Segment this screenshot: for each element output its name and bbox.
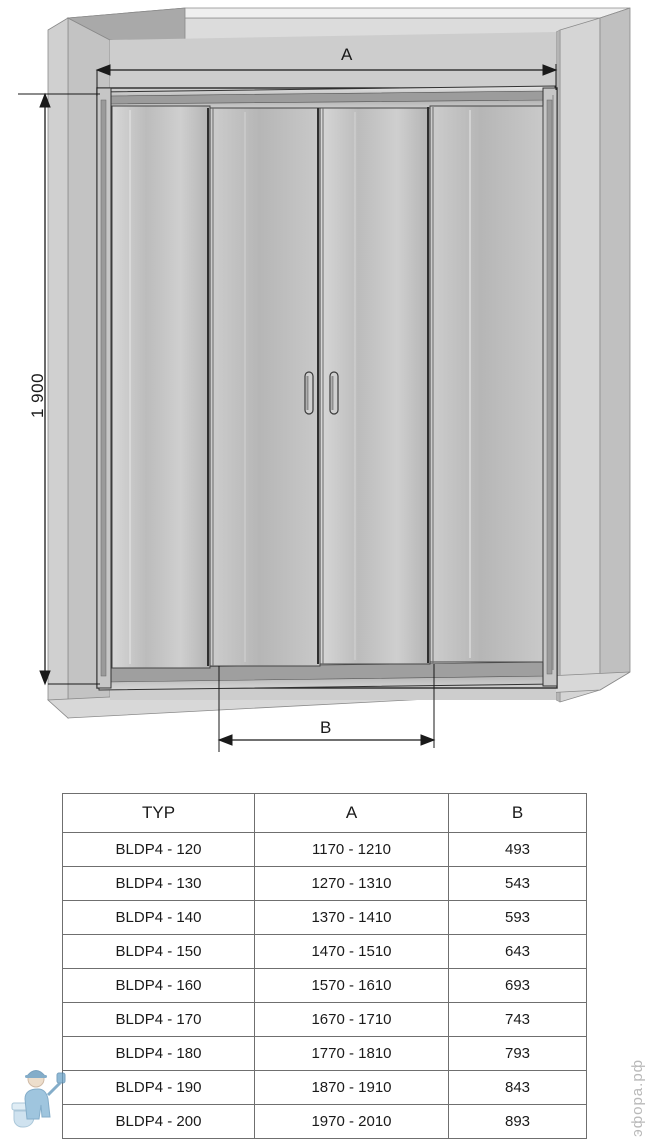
cell-typ: BLDP4 - 170 — [63, 1003, 255, 1037]
spec-table-wrap — [62, 793, 586, 1139]
cell-a: 1170 - 1210 — [255, 833, 449, 867]
table-row — [63, 1071, 587, 1105]
cell-a: 1370 - 1410 — [255, 901, 449, 935]
cell-b: 493 — [449, 833, 587, 867]
table-row — [63, 1003, 587, 1037]
dimension-height-label: 1 900 — [28, 372, 47, 418]
spec-table — [62, 793, 587, 1139]
cell-a: 1470 - 1510 — [255, 935, 449, 969]
table-row — [63, 969, 587, 1003]
cell-a: 1270 - 1310 — [255, 867, 449, 901]
table-row — [63, 1037, 587, 1071]
column-header-a: A — [255, 794, 449, 833]
cell-typ: BLDP4 - 140 — [63, 901, 255, 935]
cell-b: 693 — [449, 969, 587, 1003]
cell-typ: BLDP4 - 130 — [63, 867, 255, 901]
cell-typ: BLDP4 - 160 — [63, 969, 255, 1003]
cell-b: 793 — [449, 1037, 587, 1071]
cell-b: 893 — [449, 1105, 587, 1139]
column-header-typ: TYP — [63, 794, 255, 833]
cell-a: 1770 - 1810 — [255, 1037, 449, 1071]
cell-b: 743 — [449, 1003, 587, 1037]
dimension-a-label: A — [341, 45, 353, 64]
cell-b: 843 — [449, 1071, 587, 1105]
table-row — [63, 867, 587, 901]
cell-a: 1870 - 1910 — [255, 1071, 449, 1105]
table-row — [63, 833, 587, 867]
cell-a: 1570 - 1610 — [255, 969, 449, 1003]
table-row — [63, 1105, 587, 1139]
cell-a: 1670 - 1710 — [255, 1003, 449, 1037]
cell-typ: BLDP4 - 180 — [63, 1037, 255, 1071]
table-row — [63, 901, 587, 935]
plumber-watermark-icon — [8, 1059, 68, 1137]
cell-typ: BLDP4 - 120 — [63, 833, 255, 867]
column-header-b: B — [449, 794, 587, 833]
cell-b: 593 — [449, 901, 587, 935]
dimension-b-label: B — [320, 718, 332, 737]
cell-b: 643 — [449, 935, 587, 969]
table-row — [63, 935, 587, 969]
cell-typ: BLDP4 - 190 — [63, 1071, 255, 1105]
table-header-row — [63, 794, 587, 833]
cell-typ: BLDP4 - 200 — [63, 1105, 255, 1139]
cell-b: 543 — [449, 867, 587, 901]
cell-typ: BLDP4 - 150 — [63, 935, 255, 969]
watermark-text: эфора.рф — [629, 1059, 646, 1137]
cell-a: 1970 - 2010 — [255, 1105, 449, 1139]
